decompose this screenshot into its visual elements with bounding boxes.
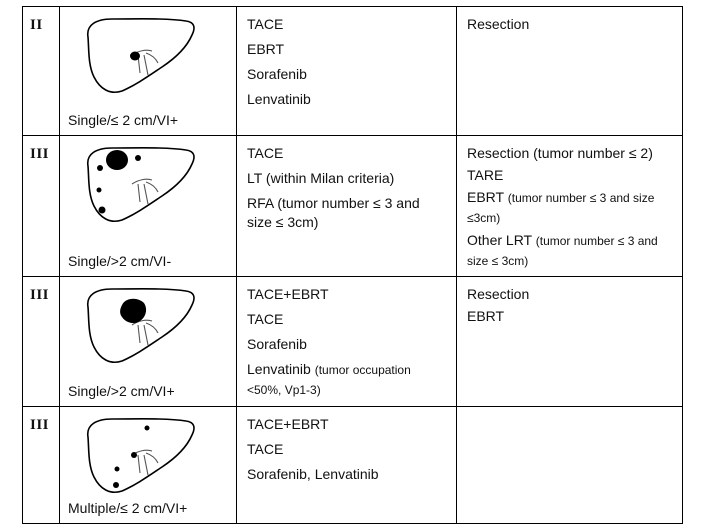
treatment-item: LT (within Milan criteria) <box>247 170 395 186</box>
table-row <box>23 277 683 407</box>
alternative-treatment-cell <box>457 407 683 524</box>
liver-diagram-icon <box>82 144 200 224</box>
image-caption: Single/≤ 2 cm/VI+ <box>68 112 179 128</box>
image-cell <box>60 136 237 277</box>
image-caption: Multiple/≤ 2 cm/VI+ <box>68 500 188 516</box>
treatment-item: Sorafenib <box>247 66 307 82</box>
alternative-treatment-cell <box>457 7 683 136</box>
image-caption: Single/>2 cm/VI- <box>68 253 172 269</box>
treatment-table <box>22 6 683 524</box>
stage-label: III <box>30 417 50 433</box>
liver-diagram-icon <box>82 415 200 495</box>
treatment-note: (tumor occupation <50%, Vp1-3) <box>247 363 411 397</box>
stage-cell <box>23 7 60 136</box>
treatment-note: (tumor number ≤ 3 and size ≤ 3cm) <box>467 234 658 268</box>
treatment-item: TACE+EBRT <box>247 286 329 302</box>
image-cell <box>60 277 237 407</box>
treatment-item: Resection <box>467 286 530 302</box>
stage-label: II <box>30 17 43 33</box>
liver-diagram-icon <box>82 285 200 365</box>
treatment-item: TACE <box>247 145 284 161</box>
alternative-treatment-cell <box>457 277 683 407</box>
treatment-item: EBRT <box>467 308 505 324</box>
table-row <box>23 136 683 277</box>
image-cell <box>60 7 237 136</box>
treatment-item <box>247 360 448 400</box>
treatment-item: TACE+EBRT <box>247 416 329 432</box>
treatment-item: Resection (tumor number ≤ 2) <box>467 145 653 161</box>
stage-label: III <box>30 146 50 162</box>
treatment-item: TACE <box>247 16 284 32</box>
alternative-treatment-cell <box>457 136 683 277</box>
treatment-item <box>467 231 674 271</box>
stage-cell <box>23 407 60 524</box>
treatment-name: EBRT <box>467 189 504 205</box>
treatment-item: Resection <box>467 16 530 32</box>
image-cell <box>60 407 237 524</box>
table-row <box>23 7 683 136</box>
treatment-item <box>467 188 674 228</box>
primary-treatment-cell <box>237 7 457 136</box>
treatment-item: RFA (tumor number ≤ 3 and size ≤ 3cm) <box>247 195 420 230</box>
table-row <box>23 407 683 524</box>
treatment-item: Sorafenib, Lenvatinib <box>247 466 379 482</box>
treatment-name: Other LRT <box>467 232 532 248</box>
stage-cell <box>23 136 60 277</box>
primary-treatment-cell <box>237 136 457 277</box>
treatment-item: Sorafenib <box>247 336 307 352</box>
primary-treatment-cell <box>237 277 457 407</box>
stage-cell <box>23 277 60 407</box>
image-caption: Single/>2 cm/VI+ <box>68 383 175 399</box>
treatment-item: TACE <box>247 311 284 327</box>
treatment-item: Lenvatinib <box>247 91 311 107</box>
treatment-note: (tumor number ≤ 3 and size ≤3cm) <box>467 191 655 225</box>
primary-treatment-cell <box>237 407 457 524</box>
stage-label: III <box>30 287 50 303</box>
liver-diagram-icon <box>82 15 200 95</box>
treatment-item: EBRT <box>247 41 285 57</box>
treatment-item: TARE <box>467 167 504 183</box>
treatment-item: TACE <box>247 441 284 457</box>
treatment-name: Lenvatinib <box>247 361 311 377</box>
